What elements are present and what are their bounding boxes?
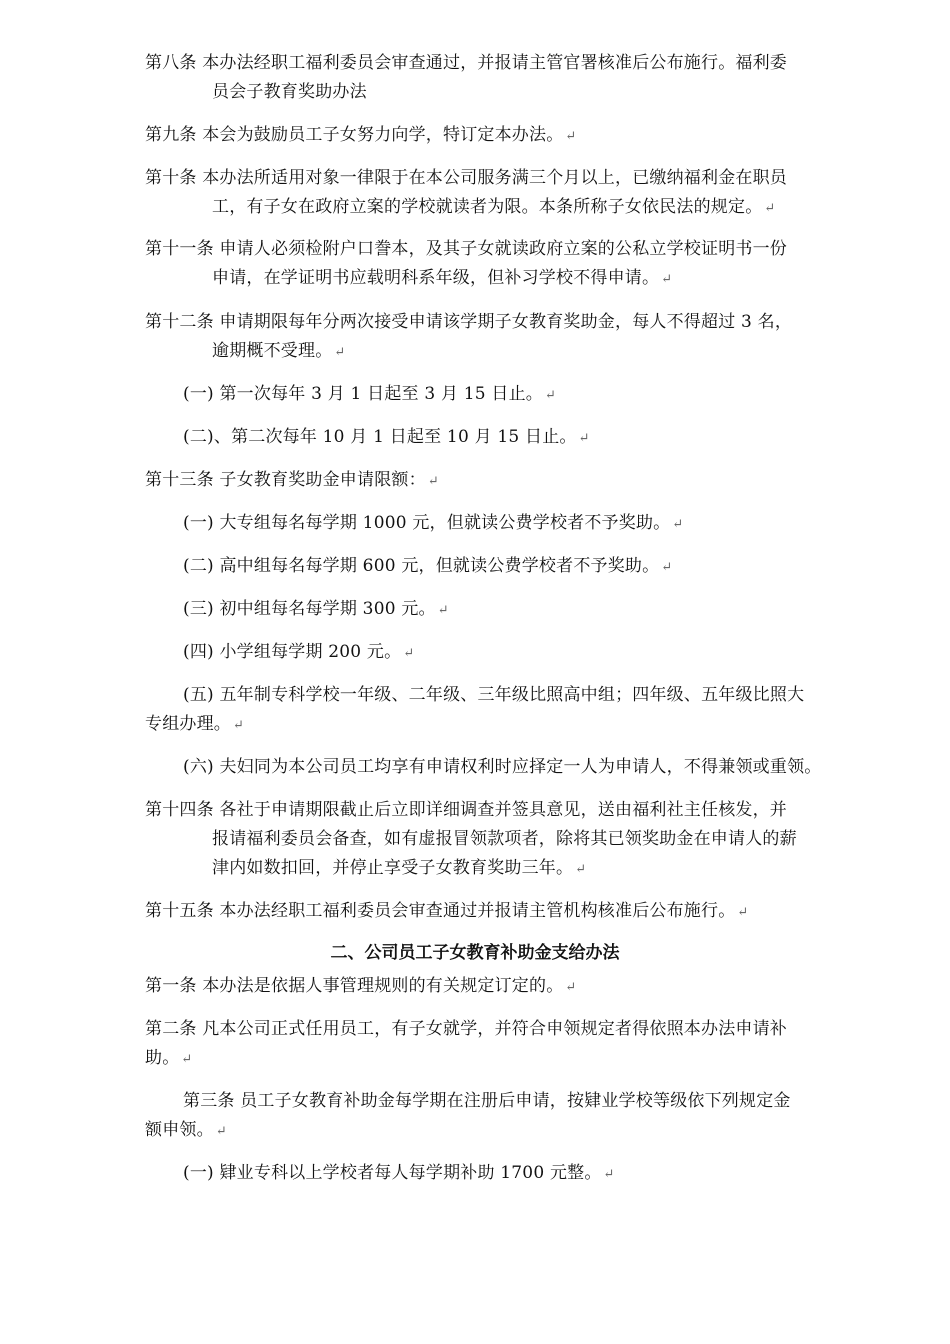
paragraph-mark: ↵ — [603, 1167, 615, 1182]
paragraph-mark: ↵ — [215, 1124, 227, 1139]
article-15-line-1: 第十五条 本办法经职工福利委员会审查通过并报请主管机构核准后公布施行。 ↵ — [145, 901, 749, 921]
item-13-4: (四) 小学组每学期 200 元。 ↵ — [183, 642, 415, 662]
section-article-2-line-2: 助。 ↵ — [145, 1048, 193, 1068]
article-14-line-2: 报请福利委员会备查，如有虚报冒领款项者，除将其已领奖助金在申请人的薪 — [212, 829, 797, 849]
article-10-line-2: 工，有子女在政府立案的学校就读者为限。本条所称子女依民法的规定。 ↵ — [212, 197, 776, 217]
paragraph-mark: ↵ — [334, 345, 346, 360]
paragraph-mark: ↵ — [403, 646, 415, 661]
article-8-line-1: 第八条 本办法经职工福利委员会审查通过，并报请主管官署核准后公布施行。福利委 — [145, 53, 788, 73]
section-article-1: 第一条 本办法是依据人事管理规则的有关规定订定的。 ↵ — [145, 976, 577, 996]
paragraph-mark: ↵ — [544, 388, 557, 403]
paragraph-mark: ↵ — [575, 862, 587, 877]
item-13-5-line-2: 专组办理。 ↵ — [145, 714, 245, 734]
item-13-1: (一) 大专组每名每学期 1000 元，但就读公费学校者不予奖助。 ↵ — [183, 513, 684, 533]
article-14-line-1: 第十四条 各社于申请期限截止后立即详细调查并签具意见，送由福利社主任核发，并 — [145, 800, 788, 820]
section-heading: 二、公司员工子女教育补助金支给办法 — [330, 943, 620, 963]
paragraph-mark: ↵ — [181, 1052, 193, 1067]
paragraph-mark: ↵ — [437, 603, 449, 618]
article-10-line-1: 第十条 本办法所适用对象一律限于在本公司服务满三个月以上，已缴纳福利金在职员 — [145, 168, 788, 188]
article-8-line-2: 员会子教育奖助办法 — [212, 82, 367, 102]
section-article-3-line-2: 额申领。 ↵ — [145, 1120, 227, 1140]
article-9-line-1: 第九条 本会为鼓励员工子女努力向学，特订定本办法。 ↵ — [145, 125, 577, 145]
item-13-6: (六) 夫妇同为本公司员工均享有申请权利时应择定一人为申请人，不得兼领或重领。 — [183, 757, 822, 777]
paragraph-mark: ↵ — [661, 560, 673, 575]
paragraph-mark: ↵ — [672, 517, 684, 532]
item-12-1: (一) 第一次每年 3 月 1 日起至 3 月 15 日止。 ↵ — [183, 384, 557, 404]
paragraph-mark: ↵ — [565, 129, 577, 144]
article-12-line-1: 第十二条 申请期限每年分两次接受申请该学期子女教育奖助金，每人不得超过 3 名， — [145, 312, 793, 332]
paragraph-mark: ↵ — [737, 905, 749, 920]
article-11-line-2: 申请，在学证明书应载明科系年级，但补习学校不得申请。 ↵ — [212, 268, 673, 288]
article-14-line-3: 津内如数扣回，并停止享受子女教育奖助三年。 ↵ — [212, 858, 587, 878]
section-article-3-line-1: 第三条 员工子女教育补助金每学期在注册后申请，按肄业学校等级依下列规定金 — [183, 1091, 791, 1111]
paragraph-mark: ↵ — [233, 718, 245, 733]
section-article-2-line-1: 第二条 凡本公司正式任用员工，有子女就学，并符合申领规定者得依照本办法申请补 — [145, 1019, 788, 1039]
item-13-5-line-1: (五) 五年制专科学校一年级、二年级、三年级比照高中组；四年级、五年级比照大 — [183, 685, 805, 705]
item-13-2: (二) 高中组每名每学期 600 元，但就读公费学校者不予奖助。 ↵ — [183, 556, 673, 576]
paragraph-mark: ↵ — [661, 272, 673, 287]
item-12-2: (二)、第二次每年 10 月 1 日起至 10 月 15 日止。 ↵ — [183, 427, 590, 447]
item-13-3: (三) 初中组每名每学期 300 元。 ↵ — [183, 599, 449, 619]
paragraph-mark: ↵ — [427, 474, 439, 489]
article-11-line-1: 第十一条 申请人必须检附户口誊本，及其子女就读政府立案的公私立学校证明书一份 — [145, 239, 788, 259]
paragraph-mark: ↵ — [578, 431, 590, 446]
article-12-line-2: 逾期概不受理。 ↵ — [212, 341, 346, 361]
paragraph-mark: ↵ — [565, 980, 577, 995]
section-item-3-1: (一) 肄业专科以上学校者每人每学期补助 1700 元整。 ↵ — [183, 1163, 615, 1183]
paragraph-mark: ↵ — [764, 201, 776, 216]
article-13-line-1: 第十三条 子女教育奖助金申请限额： ↵ — [145, 470, 439, 490]
